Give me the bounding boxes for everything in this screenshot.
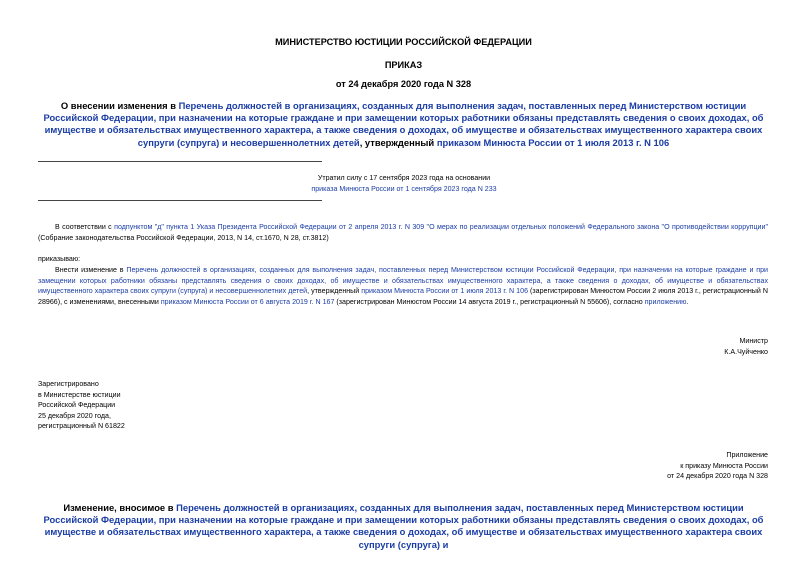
registration-line: регистрационный N 61822 <box>38 422 125 431</box>
appendix-link[interactable]: приложению <box>644 297 687 306</box>
body-text-2: , утвержденный <box>307 287 362 296</box>
body-order-106-link[interactable]: приказом Минюста России от 1 июля 2013 г. N 106 <box>361 287 529 296</box>
order-word: приказываю: <box>38 255 81 263</box>
preamble-source: (Собрание законодательства Российской Федерации, 2013, N 14, ст.1670, N 28, ст.3812) <box>38 233 329 242</box>
appendix-title <box>38 502 769 551</box>
title-list-link[interactable]: Перечень должностей в организациях, созданных для выполнения задач, поставленных перед Министерством юстиции Российской Федерации, при назначении на которые граждане и при замещении которых работники обязаны представлять сведения о своих доходах, об имуществе и обязательствах имущественного характера, а также сведения о доходах, об имуществе и обязательствах имущественного характера своих супруги (супруга) и несовершеннолетних детей <box>43 100 764 148</box>
appendix-block <box>500 450 768 482</box>
body-text-3: (зарегистрирован Минюстом России 2 июля 2013 г., регистрационный N 28966), с изменениями, внесенными <box>38 287 769 306</box>
preamble-text: В соответствии с <box>55 223 115 231</box>
body-order-167-link[interactable]: приказом Минюста России от 6 августа 2019 г. N 167 <box>160 297 335 306</box>
decree-link[interactable]: подпунктом "д" пункта 1 Указа Президента Российской Федерации от 2 апреля 2013 г. N 309 "О мерах по реализации отдельных положений Федерального закона "О противодействии коррупции" <box>114 223 769 231</box>
title-order-link[interactable]: приказом Минюста России от 1 июля 2013 г. N 106 <box>436 136 670 148</box>
title-middle: , утвержденный <box>359 136 437 148</box>
body-list-link[interactable]: Перечень должностей в организациях, созданных для выполнения задач, поставленных перед Министерством юстиции Российской Федерации, при назначении на которые граждане и при замещении которых работники обязаны представлять сведения о своих доходах, об имуществе и обязательствах имущественного характера, а также сведения о доходах, об имуществе и обязательствах имущественного характера своих супруги (супруга) и несовершеннолетних детей <box>38 266 768 296</box>
signature-position: Министр <box>739 337 768 345</box>
appendix-line: Приложение <box>726 451 768 459</box>
status-line: Утратил силу с 17 сентября 2023 года на основании <box>317 174 491 182</box>
preamble-paragraph <box>38 222 768 243</box>
title-prefix: О внесении изменения в <box>60 100 179 111</box>
divider-top <box>38 161 322 162</box>
appendix-line: к приказу Минюста России <box>680 461 768 470</box>
registration-line: 25 декабря 2020 года, <box>38 411 111 420</box>
date-number-heading: от 24 декабря 2020 года N 328 <box>335 79 472 89</box>
body-text-4: (зарегистрирован Минюстом России 14 августа 2019 г., регистрационный N 55606), согласно <box>334 297 645 306</box>
body-text-5: . <box>686 297 689 306</box>
body-paragraph <box>38 265 768 307</box>
registration-block <box>38 379 238 432</box>
registration-line: Российской Федерации <box>38 401 116 410</box>
order-title <box>38 100 769 149</box>
ministry-heading: МИНИСТЕРСТВО ЮСТИЦИИ РОССИЙСКОЙ ФЕДЕРАЦИИ <box>275 37 532 47</box>
repeal-order-link[interactable]: приказа Минюста России от 1 сентября 2023 года N 233 <box>311 185 497 193</box>
registration-line: Зарегистрировано <box>38 380 99 388</box>
body-text-1: Внести изменение в <box>55 266 127 274</box>
appendix-title-link[interactable]: Перечень должностей в организациях, созданных для выполнения задач, поставленных перед Министерством юстиции Российской Федерации, при назначении на которые граждане и при замещении которых работники обязаны представлять сведения о своих доходах, об имуществе и обязательствах имущественного характера, а также сведения о доходах, об имуществе и обязательствах имущественного характера своих супруги (супруга) и <box>43 502 764 550</box>
doc-type-heading: ПРИКАЗ <box>384 60 423 70</box>
signature-name: К.А.Чуйченко <box>724 348 768 356</box>
appendix-title-prefix: Изменение, вносимое в <box>63 502 177 513</box>
appendix-line: от 24 декабря 2020 года N 328 <box>667 472 768 481</box>
registration-line: в Министерстве юстиции <box>38 390 121 399</box>
divider-bottom <box>38 200 322 201</box>
